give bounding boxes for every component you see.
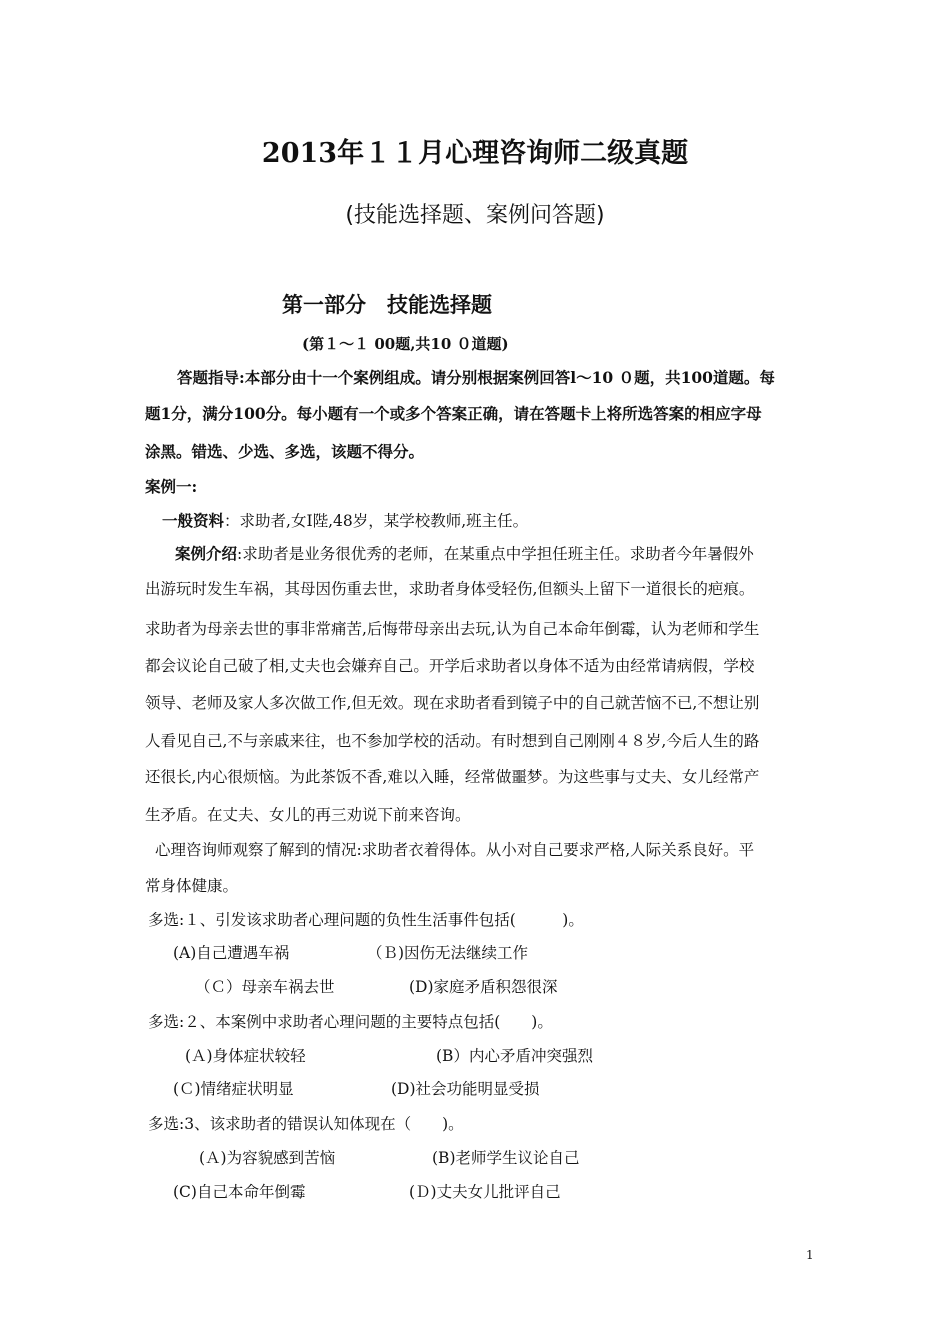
case-heading: 案例一:: [145, 477, 198, 496]
option-d: (D)社会功能明显受损: [391, 1080, 540, 1098]
option-b: (B)老师学生议论自己: [432, 1149, 580, 1167]
observation-line: 心理咨询师观察了解到的情况:求助者衣着得体。从小对自己要求严格,人际关系良好。平: [155, 841, 755, 859]
option-d: (D)家庭矛盾积怨很深: [409, 978, 558, 996]
instruction-line: 题1分，满分100分。每小题有一个或多个答案正确，请在答题卡上将所选答案的相应字母: [145, 404, 762, 423]
case-intro-label: 案例介绍: [175, 544, 238, 563]
case-intro-line: 人看见自己,不与亲戚来往，也不参加学校的活动。有时想到自己刚刚４８岁,今后人生的路: [145, 732, 760, 750]
question-stem: 多选:２、本案例中求助者心理问题的主要特点包括( )。: [148, 1013, 553, 1031]
option-c: (C)自己本命年倒霉: [173, 1183, 306, 1201]
case-intro-line: 还很长,内心很烦恼。为此茶饭不香,难以入睡，经常做噩梦。为这些事与丈夫、女儿经常产: [145, 768, 760, 786]
part-heading: 第一部分 技能选择题: [282, 293, 492, 317]
question-stem: 多选:3、该求助者的错误认知体现在（ )。: [148, 1115, 464, 1133]
instruction-line: 答题指导:本部分由十一个案例组成。请分别根据案例回答l～10 ０题，共100道题。每: [177, 368, 775, 387]
case-intro-line: [175, 542, 754, 564]
case-intro-line: 都会议论自己破了相,丈夫也会嫌弃自己。开学后求助者以身体不适为由经常请病假，学校: [145, 657, 755, 675]
general-info-text: ：求助者,女I陛,48岁，某学校教师,班主任。: [224, 512, 529, 530]
option-d: (Ｄ)丈夫女儿批评自己: [409, 1183, 561, 1201]
general-info: [162, 509, 528, 531]
option-c: (Ｃ)情绪症状明显: [173, 1080, 294, 1098]
option-a: (A)自己遭遇车祸: [173, 944, 290, 962]
page-subtitle: (技能选择题、案例问答题): [345, 203, 605, 228]
page-title: 2013年１１月心理咨询师二级真题: [261, 138, 689, 169]
question-range: (第１～１ 00题,共10 ０道题): [302, 335, 509, 353]
option-b: (B）内心矛盾冲突强烈: [436, 1047, 593, 1065]
option-b: （Ｂ)因伤无法继续工作: [367, 944, 529, 962]
case-intro-text: :求助者是业务很优秀的老师，在某重点中学担任班主任。求助者今年暑假外: [237, 545, 754, 563]
option-c: （Ｃ）母亲车祸去世: [195, 978, 335, 996]
case-intro-line: 求助者为母亲去世的事非常痛苦,后悔带母亲出去玩,认为自己本命年倒霉，认为老师和学生: [145, 620, 760, 638]
page-number: 1: [806, 1248, 814, 1262]
instruction-line: 涂黑。错选、少选、多选，该题不得分。: [145, 442, 425, 461]
option-a: (Ａ)为容貌感到苦恼: [199, 1149, 336, 1167]
question-stem: 多选:１、引发该求助者心理问题的负性生活事件包括( )。: [148, 911, 584, 929]
general-info-label: 一般资料: [162, 511, 225, 530]
observation-line: 常身体健康。: [145, 877, 239, 895]
case-intro-line: 生矛盾。在丈夫、女儿的再三劝说下前来咨询。: [145, 806, 471, 824]
case-intro-line: 出游玩时发生车祸，其母因伤重去世，求助者身体受轻伤,但额头上留下一道很长的疤痕。: [145, 580, 755, 598]
option-a: (Ａ)身体症状较轻: [185, 1047, 306, 1065]
case-intro-line: 领导、老师及家人多次做工作,但无效。现在求助者看到镜子中的自己就苦恼不已,不想让别: [145, 694, 760, 712]
